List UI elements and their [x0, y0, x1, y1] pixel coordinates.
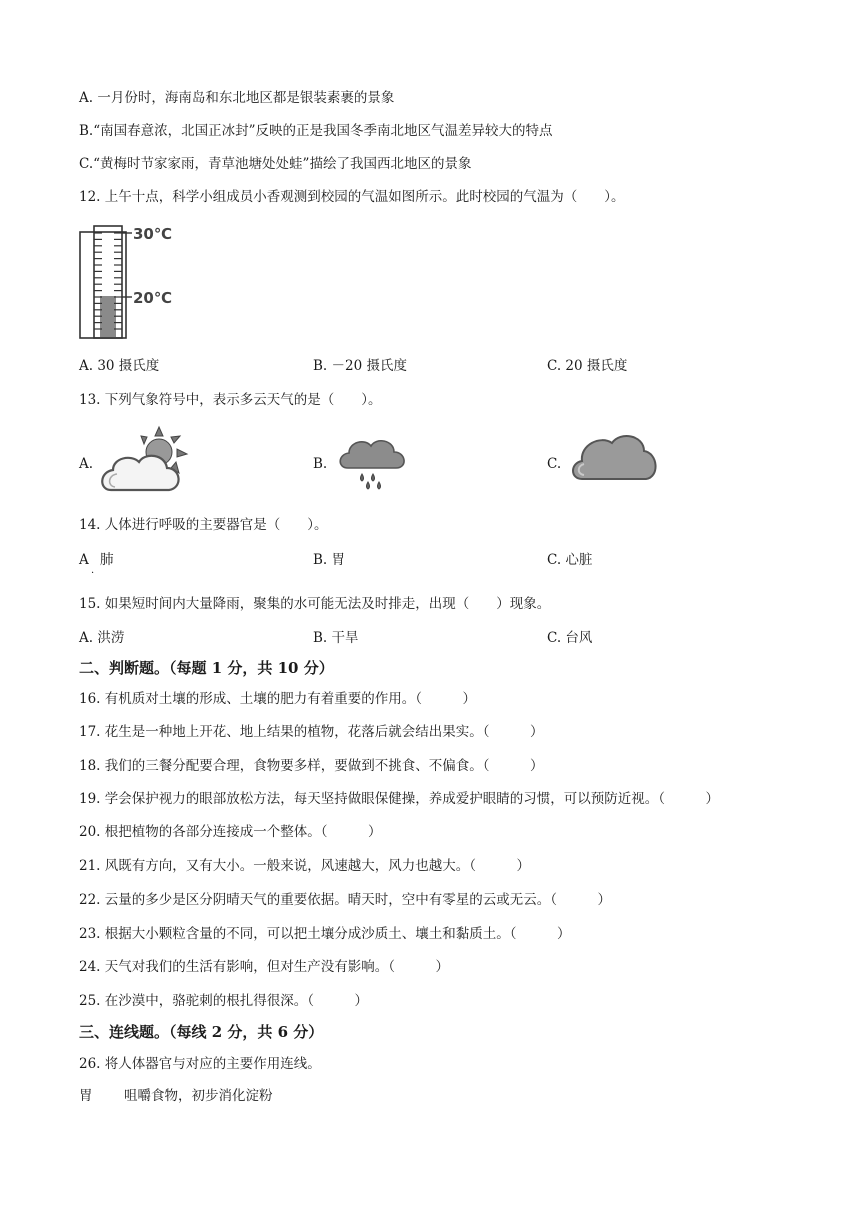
tf-question-18: 18. 我们的三餐分配要合理，食物要多样，要做到不挑食、不偏食。（ ）: [79, 758, 544, 774]
thermometer-figure: [78, 222, 188, 340]
mercury-column: [100, 296, 116, 338]
overcast-cloud-icon: [570, 429, 660, 487]
tf-question-23: 23. 根据大小颗粒含量的不同，可以把土壤分成沙质土、壤土和黏质土。（ ）: [79, 926, 571, 942]
q13-stem: 13. 下列气象符号中，表示多云天气的是（ ）。: [79, 392, 382, 408]
q11-option-a: A. 一月份时，海南岛和东北地区都是银装素裹的景象: [79, 90, 395, 106]
tf-question-24: 24. 天气对我们的生活有影响，但对生产没有影响。（ ）: [79, 959, 450, 975]
q13-option-c: C.: [547, 456, 562, 472]
function-item: 咀嚼食物，初步消化淀粉: [124, 1088, 273, 1104]
tf-question-25: 25. 在沙漠中，骆驼刺的根扎得很深。（ ）: [79, 993, 369, 1009]
tf-question-20: 20. 根把植物的各部分连接成一个整体。（ ）: [79, 824, 382, 840]
q11-option-b: B.“南国春意浓，北国正冰封”反映的正是我国冬季南北地区气温差异较大的特点: [79, 123, 553, 139]
q14-option-c: C. 心脏: [547, 552, 593, 568]
q12-option-c: C. 20 摄氏度: [547, 358, 628, 374]
q15-stem: 15. 如果短时间内大量降雨，聚集的水可能无法及时排走，出现（ ）现象。: [79, 596, 551, 612]
matching-question-26: 26. 将人体器官与对应的主要作用连线。: [79, 1056, 321, 1072]
organ-item: 胃: [79, 1088, 93, 1104]
q12-option-b: B. －20 摄氏度: [313, 358, 407, 374]
thermometer-top-label: 30℃: [133, 225, 173, 243]
q12-option-a: A. 30 摄氏度: [79, 358, 160, 374]
thermometer-mid-label: 20℃: [133, 289, 173, 307]
q11-option-c: C.“黄梅时节家家雨，青草池塘处处蛙”描绘了我国西北地区的景象: [79, 156, 472, 172]
q15-option-b: B. 干旱: [313, 630, 359, 646]
q13-option-a: A.: [79, 456, 94, 472]
q14-stem: 14. 人体进行呼吸的主要器官是（ ）。: [79, 517, 328, 533]
q14-option-a-text: 肺: [100, 552, 114, 568]
q14-option-a-letter: A: [79, 552, 89, 568]
q14-option-a-dot: ·: [91, 568, 95, 579]
tf-question-16: 16. 有机质对土壤的形成、土壤的肥力有着重要的作用。（ ）: [79, 691, 477, 707]
q12-stem: 12. 上午十点，科学小组成员小香观测到校园的气温如图所示。此时校园的气温为（ ）。: [79, 189, 625, 205]
rain-cloud-icon: [338, 432, 408, 492]
q14-option-b: B. 胃: [313, 552, 346, 568]
tf-question-19: 19. 学会保护视力的眼部放松方法，每天坚持做眼保健操，养成爱护眼睛的习惯，可以预防近视。（ ）: [79, 791, 720, 807]
tf-question-21: 21. 风既有方向，又有大小。一般来说，风速越大，风力也越大。（ ）: [79, 858, 531, 874]
tf-question-17: 17. 花生是一种地上开花、地上结果的植物，花落后就会结出果实。（ ）: [79, 724, 544, 740]
section-3-heading: 三、连线题。（每线 2 分，共 6 分）: [79, 1023, 324, 1041]
q15-option-a: A. 洪涝: [79, 630, 125, 646]
q15-option-c: C. 台风: [547, 630, 593, 646]
section-2-heading: 二、判断题。（每题 1 分，共 10 分）: [79, 659, 334, 677]
sun-behind-cloud-icon: [101, 424, 193, 500]
tf-question-22: 22. 云量的多少是区分阴晴天气的重要依据。晴天时，空中有零星的云或无云。（ ）: [79, 892, 612, 908]
q13-option-b: B.: [313, 456, 328, 472]
